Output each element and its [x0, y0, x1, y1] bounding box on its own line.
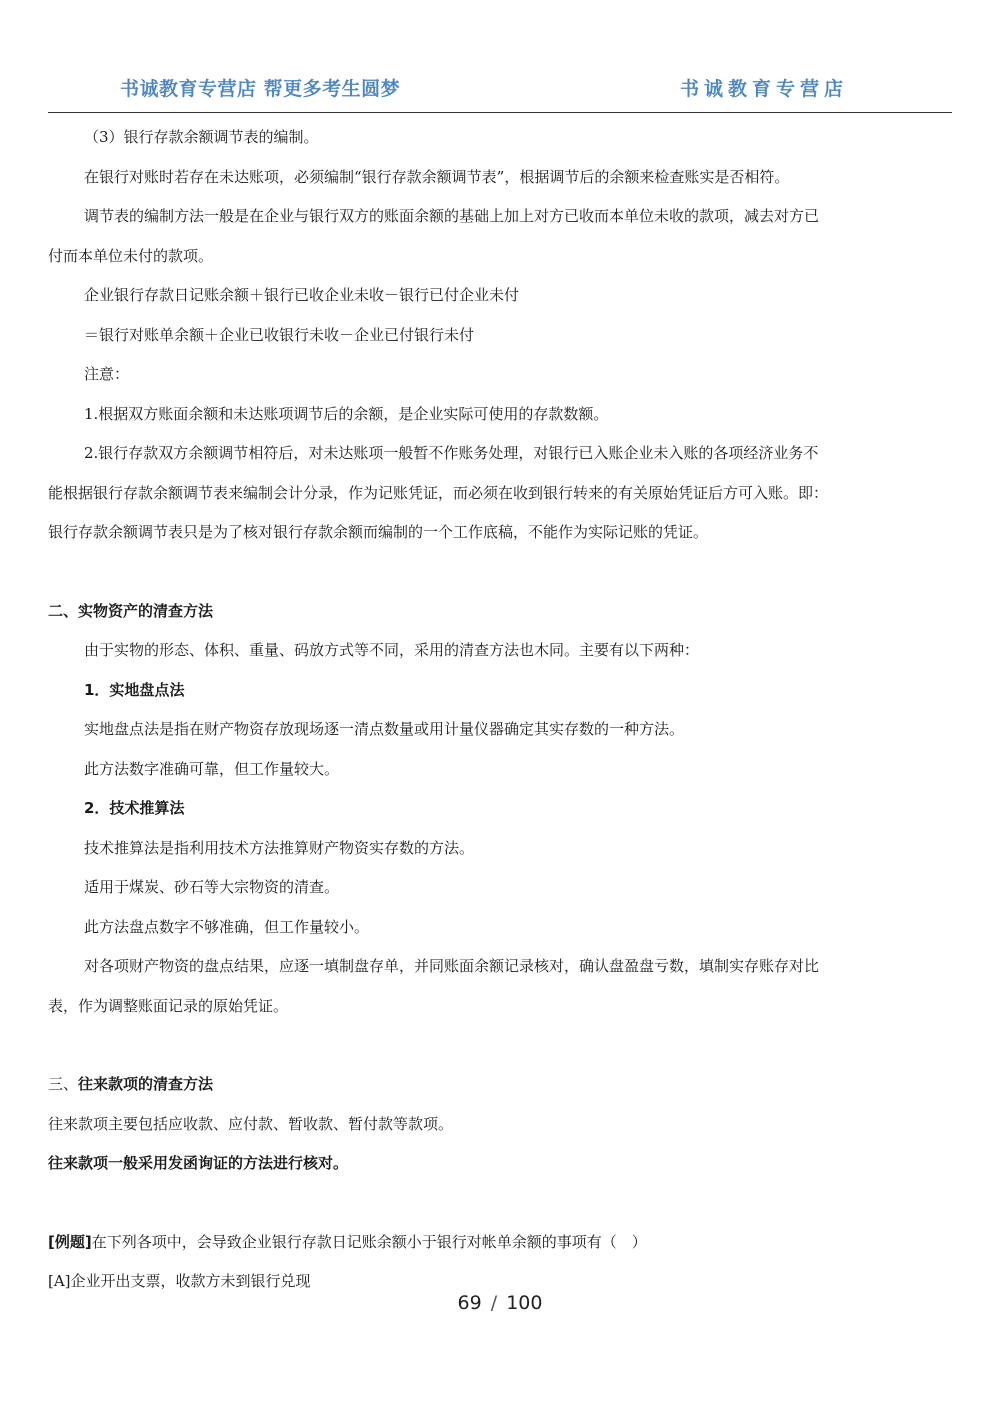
header-store-name: 书诚教育专营店 — [679, 78, 848, 100]
total-pages: 100 — [506, 1292, 543, 1314]
note-item-cont: 银行存款余额调节表只是为了核对银行存款余额而编制的一个工作底稿，不能作为实际记账的凭证。 — [48, 523, 709, 541]
subsection-title: 1．实地盘点法 — [84, 680, 185, 699]
formula-line: ＝银行对账单余额＋企业已收银行未收－企业已付银行未付 — [84, 325, 475, 344]
paragraph: 此方法盘点数字不够准确，但工作量较小。 — [84, 917, 370, 936]
section-title: 二、实物资产的清查方法 — [48, 601, 214, 620]
paragraph: 由于实物的形态、体积、重量、码放方式等不同，采用的清查方法也木同。主要有以下两种： — [84, 641, 700, 659]
paragraph: 适用于煤炭、砂石等大宗物资的清查。 — [84, 878, 340, 896]
paragraph: 技术推算法是指利用技术方法推算财产物资实存数的方法。 — [84, 838, 475, 857]
paragraph: 在银行对账时若存在未达账项，必须编制“银行存款余额调节表”，根据调节后的余额来检查账实是否相符。 — [84, 167, 790, 186]
current-page: 69 — [457, 1292, 482, 1314]
formula-line: 企业银行存款日记账余额＋银行已收企业未收－银行已付企业未付 — [84, 286, 520, 304]
paragraph: （3）银行存款余额调节表的编制。 — [84, 128, 319, 146]
emphasis-line: 往来款项一般采用发函询证的方法进行核对。 — [48, 1154, 349, 1172]
paragraph: 表，作为调整账面记录的原始凭证。 — [48, 996, 289, 1015]
paragraph: 往来款项主要包括应收款、应付款、暂收款、暂付款等款项。 — [48, 1114, 454, 1133]
example-question — [48, 1223, 952, 1263]
paragraph: 对各项财产物资的盘点结果，应逐一填制盘存单，并同账面余额记录核对，确认盘盈盘亏数，填制实存账存对比 — [84, 957, 820, 975]
note-item: 2.银行存款双方余额调节相符后，对未达账项一般暂不作账务处理，对银行已入账企业未入账的各项经济业务不 — [84, 444, 819, 462]
header-slogan: 书诚教育专营店 帮更多考生圆梦 — [120, 78, 401, 100]
example-option: [A]企业开出支票，收款方未到银行兑现 — [48, 1272, 311, 1290]
paragraph: 实地盘点法是指在财产物资存放现场逐一清点数量或用计量仪器确定其实存数的一种方法。 — [84, 720, 685, 738]
note-item-cont: 能根据银行存款余额调节表来编制会计分录，作为记账凭证，而必须在收到银行转来的有关原始凭证后方可入账。即： — [48, 483, 829, 502]
paragraph: 付而本单位未付的款项。 — [48, 246, 214, 265]
section-number: 三、 — [48, 1075, 79, 1093]
subsection-title: 2．技术推算法 — [84, 799, 185, 817]
section-title-text: 往来款项的清查方法 — [78, 1075, 214, 1093]
note-label: 注意： — [84, 365, 130, 383]
page-number — [0, 1292, 1000, 1314]
note-item: 1.根据双方账面余额和未达账项调节后的余额，是企业实际可使用的存款数额。 — [84, 404, 609, 423]
paragraph: 调节表的编制方法一般是在企业与银行双方的账面余额的基础上加上对方已收而本单位未收的款项，减去对方已 — [84, 207, 820, 225]
paragraph: 此方法数字准确可靠，但工作量较大。 — [84, 759, 340, 778]
page-separator: / — [490, 1292, 498, 1314]
example-tag: [例题] — [48, 1232, 92, 1251]
example-text: 在下列各项中，会导致企业银行存款日记账余额小于银行对帐单余额的事项有（ ） — [91, 1232, 647, 1251]
section-title — [48, 1065, 952, 1105]
page-header — [48, 66, 952, 113]
page-content — [48, 118, 952, 1302]
